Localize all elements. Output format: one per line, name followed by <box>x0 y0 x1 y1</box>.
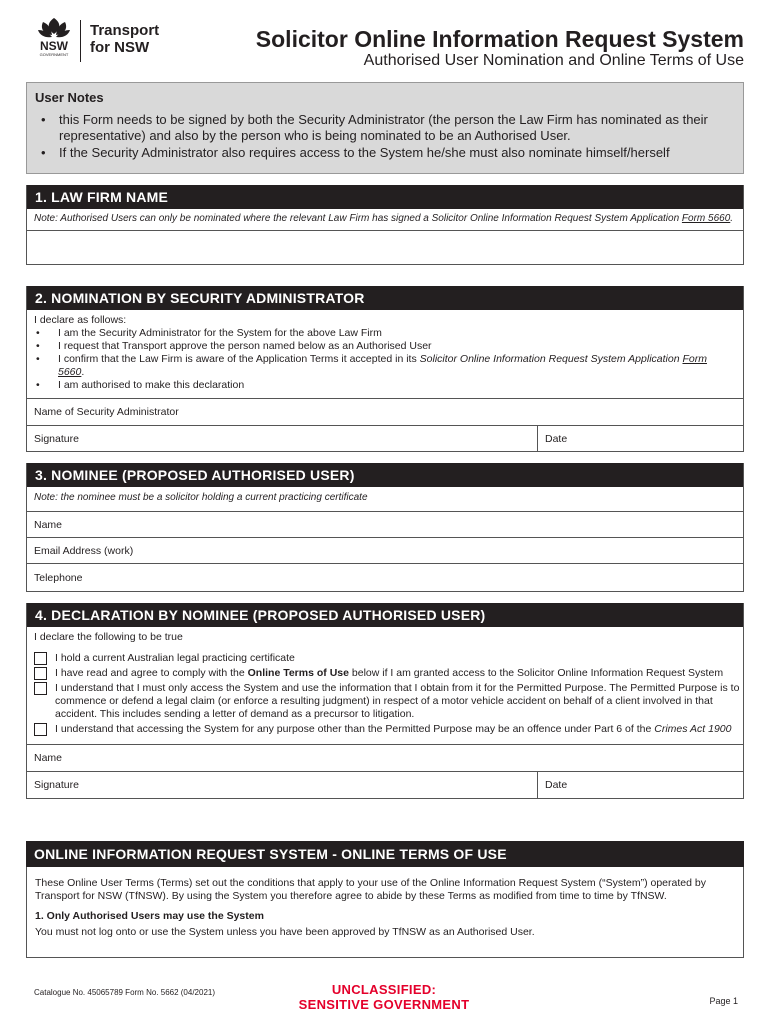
declaration-checkbox-item: I understand that accessing the System for any purpose other than the Permitted Purpose may be an offence under Part 6 of the Crimes Act 1900 <box>27 723 743 736</box>
section-law-firm-name <box>26 185 744 265</box>
user-note-item: • If the Security Administrator also requires access to the System he/she must also nominate himself/herself <box>35 145 735 161</box>
security-admin-name-field[interactable]: Name of Security Administrator <box>27 398 743 425</box>
section-1-note: Note: Authorised Users can only be nominated where the relevant Law Firm has signed a Solicitor Online Information Request System Application Form 5660. <box>34 213 734 224</box>
terms-of-use-body <box>26 867 744 958</box>
page-number: Page 1 <box>709 996 738 1006</box>
user-notes-list <box>35 112 735 161</box>
nominee-declaration-name-field[interactable]: Name <box>27 744 743 771</box>
section-declaration-by-nominee <box>26 603 744 799</box>
logo-line-1: Transport <box>90 22 160 39</box>
declaration-bullet: • I request that Transport approve the person named below as an Authorised User <box>34 340 736 353</box>
security-admin-signature-row[interactable]: Signature Date <box>27 425 743 451</box>
declaration-bullet: • I am the Security Administrator for the System for the above Law Firm <box>34 327 736 340</box>
nominee-signature-row[interactable]: Signature Date <box>27 771 743 798</box>
declaration-checkbox-item: I understand that I must only access the System and use the information that I obtain from it for the Permitted Purpose. The Permitted Purpose is to commence or defend a legal claim (or enforce a resulting judgment) in respect of a motor vehicle accident on behalf of a client involved in that accident. This includes sending a letter of demand as a precursor to litigation. <box>27 682 743 721</box>
law-firm-name-field[interactable] <box>27 230 743 264</box>
section-1-heading: 1. LAW FIRM NAME <box>27 185 743 209</box>
section-4-heading: 4. DECLARATION BY NOMINEE (PROPOSED AUTHORISED USER) <box>27 603 743 627</box>
waratah-logo-icon <box>34 16 74 66</box>
svg-text:GOVERNMENT: GOVERNMENT <box>39 52 69 57</box>
catalogue-number: Catalogue No. 45065789 Form No. 5662 (04/2021) <box>34 988 216 997</box>
nominee-email-field[interactable]: Email Address (work) <box>27 537 743 563</box>
nominee-telephone-field[interactable]: Telephone <box>27 563 743 591</box>
section-3-note: Note: the nominee must be a solicitor holding a current practicing certificate <box>34 492 368 503</box>
checkbox[interactable] <box>34 723 47 736</box>
declaration-bullet: • I confirm that the Law Firm is aware of the Application Terms it accepted in its Solicitor Online Information Request System Application Form 5660. <box>34 353 736 379</box>
section-nomination <box>26 286 744 452</box>
section-nominee <box>26 463 744 592</box>
user-note-item: • this Form needs to be signed by both the Security Administrator (the person the Law Firm has nominated as their representative) and also by the person who is being nominated to be an Authorised User. <box>35 112 735 144</box>
terms-intro: These Online User Terms (Terms) set out the conditions that apply to your use of the Online Information Request System (“System”) operated by Transport for NSW (TfNSW). By using the System you therefore agree to abide by these Terms as modified from time to time by TfNSW. <box>35 877 706 902</box>
page-header <box>0 0 770 80</box>
nsw-transport-logo <box>34 16 164 66</box>
form-5660-link[interactable]: Form 5660 <box>58 353 707 378</box>
checkbox[interactable] <box>34 652 47 665</box>
security-classification: UNCLASSIFIED: SENSITIVE GOVERNMENT <box>298 982 470 1012</box>
terms-clause-1-text: You must not log onto or use the System unless you have been approved by TfNSW as an Authorised User. <box>35 926 535 938</box>
section-4-intro: I declare the following to be true <box>34 631 183 643</box>
declaration-checkbox-item: I hold a current Australian legal practicing certificate <box>27 652 743 665</box>
page-subtitle: Authorised User Nomination and Online Terms of Use <box>363 52 744 69</box>
checkbox[interactable] <box>34 667 47 680</box>
user-notes-box <box>26 82 744 174</box>
svg-text:NSW: NSW <box>40 39 68 53</box>
user-notes-title: User Notes <box>35 90 104 105</box>
logo-line-2: for NSW <box>90 39 150 56</box>
nominee-name-field[interactable]: Name <box>27 511 743 537</box>
declaration-checkbox-item: I have read and agree to comply with the Online Terms of Use below if I am granted access to the Solicitor Online Information Request System <box>27 667 743 680</box>
terms-of-use-heading: ONLINE INFORMATION REQUEST SYSTEM - ONLINE TERMS OF USE <box>26 841 744 867</box>
security-admin-date-field[interactable]: Date <box>537 426 567 451</box>
terms-clause-1-heading: 1. Only Authorised Users may use the System <box>35 910 264 922</box>
checkbox[interactable] <box>34 682 47 695</box>
declaration-bullet: • I am authorised to make this declaration <box>34 379 736 392</box>
section-2-heading: 2. NOMINATION BY SECURITY ADMINISTRATOR <box>27 286 743 310</box>
section-4-checklist <box>27 648 743 744</box>
logo-wordmark <box>90 22 159 56</box>
section-3-heading: 3. NOMINEE (PROPOSED AUTHORISED USER) <box>27 463 743 487</box>
section-2-declaration: I declare as follows: • I am the Security Administrator for the System for the above Law Firm • I request that Transport approve the person named below as an Authorised User • I confirm that the Law Firm is aware of the Application Terms it accepted in its Solicitor Online Information Request System Application Form 5660. • I am authorised to make this declaration <box>27 310 743 398</box>
form-5660-link[interactable]: Form 5660 <box>681 213 731 224</box>
logo-divider <box>80 20 81 62</box>
page-title: Solicitor Online Information Request System <box>255 26 744 52</box>
nominee-date-field[interactable]: Date <box>537 772 567 798</box>
